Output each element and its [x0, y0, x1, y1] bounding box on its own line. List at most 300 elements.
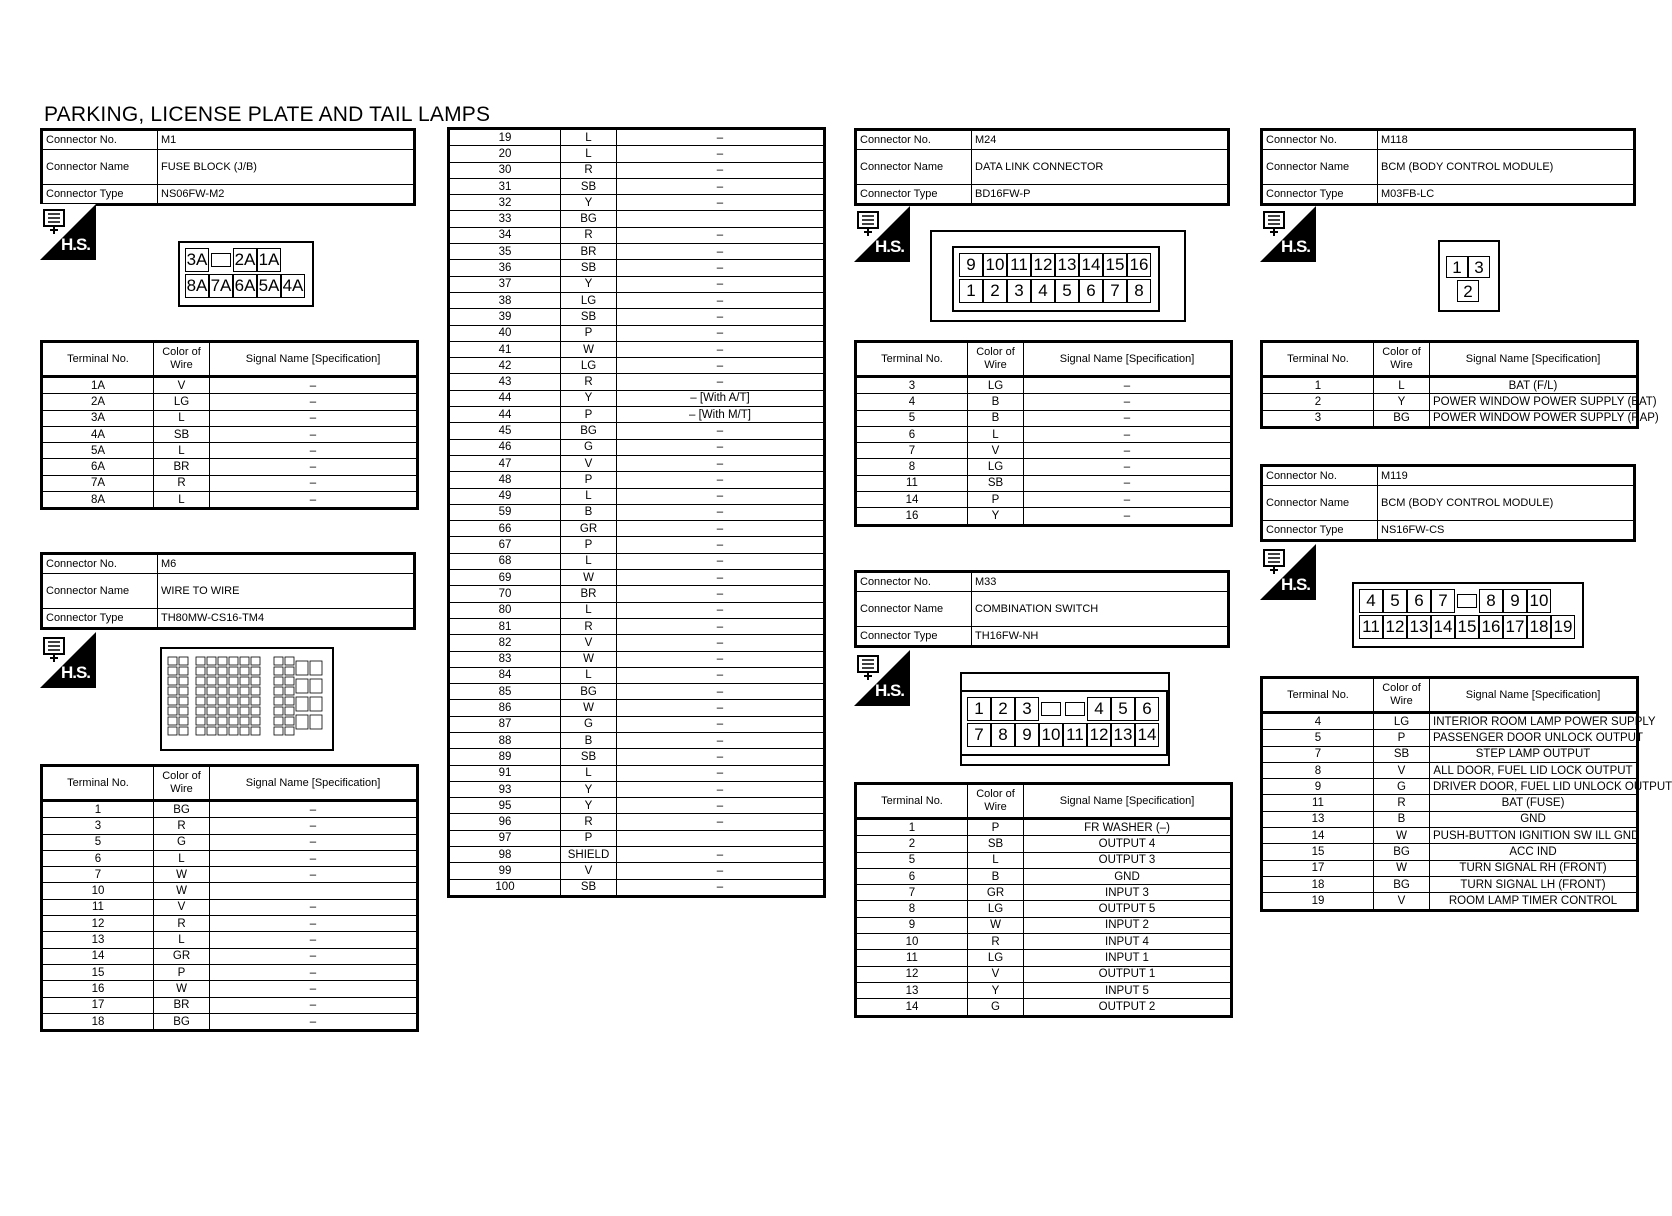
- table-row: [42, 834, 418, 850]
- signal-name: –: [617, 570, 825, 586]
- wire-color: L: [561, 667, 617, 683]
- connector-pin: 11: [1063, 723, 1087, 747]
- wire-color: V: [968, 443, 1024, 459]
- terminal-no-header: Terminal No.: [42, 766, 154, 801]
- info-row: [42, 609, 415, 629]
- table-row: [449, 358, 825, 374]
- terminal-no-header: Terminal No.: [42, 342, 154, 377]
- wire-color-header: Color of Wire: [154, 342, 210, 377]
- signal-name: –: [617, 178, 825, 194]
- terminal-no: 7: [42, 867, 154, 883]
- signal-name: –: [617, 602, 825, 618]
- signal-name: –: [617, 521, 825, 537]
- connector-pin: 16: [1127, 253, 1151, 277]
- terminal-no: 42: [449, 358, 561, 374]
- signal-name: OUTPUT 4: [1024, 836, 1232, 852]
- table-row: [856, 377, 1232, 394]
- connector-pin: 7: [1103, 279, 1127, 303]
- connector-key: [1063, 697, 1087, 721]
- wire-color: P: [968, 819, 1024, 836]
- terminal-no: 93: [449, 781, 561, 797]
- hs-label: H.S.: [60, 235, 90, 254]
- table-row: [449, 879, 825, 896]
- connector-pin: 7: [967, 723, 991, 747]
- wire-color: SB: [561, 749, 617, 765]
- wire-color: GR: [154, 948, 210, 964]
- terminal-no: 66: [449, 521, 561, 537]
- table-row: [42, 426, 418, 442]
- wire-color: SHIELD: [561, 847, 617, 863]
- signal-name: –: [1024, 426, 1232, 442]
- terminal-no: 2A: [42, 394, 154, 410]
- terminal-no: 14: [856, 492, 968, 508]
- table-row: [1262, 811, 1638, 827]
- terminal-no: 43: [449, 374, 561, 390]
- wire-color: P: [561, 830, 617, 846]
- terminal-no: 12: [856, 966, 968, 982]
- terminal-no: 6: [42, 850, 154, 866]
- wire-color: Y: [561, 798, 617, 814]
- connector-pin: 2A: [233, 248, 257, 272]
- connector-pin: 4: [1359, 589, 1383, 613]
- table-row: [449, 537, 825, 553]
- terminal-table: [854, 340, 1233, 527]
- table-row: [449, 863, 825, 879]
- connector-pin: 9: [1015, 723, 1039, 747]
- wire-color: L: [561, 129, 617, 146]
- wire-color: G: [154, 834, 210, 850]
- wire-color: BG: [154, 1013, 210, 1030]
- table-row: [1262, 730, 1638, 746]
- terminal-no: 17: [1262, 860, 1374, 876]
- signal-name: –: [617, 847, 825, 863]
- table-row: [449, 830, 825, 846]
- terminal-no: 4A: [42, 426, 154, 442]
- signal-name-header: Signal Name [Specification]: [1024, 342, 1232, 377]
- info-row: [856, 150, 1229, 185]
- table-row: [449, 195, 825, 211]
- signal-name: INPUT 5: [1024, 982, 1232, 998]
- connector-pin: 12: [1031, 253, 1055, 277]
- connector-pin: 7A: [209, 274, 233, 298]
- signal-name: –: [617, 244, 825, 260]
- table-row: [856, 901, 1232, 917]
- signal-name: –: [617, 798, 825, 814]
- signal-name: ALL DOOR, FUEL LID LOCK OUTPUT: [1430, 762, 1638, 778]
- terminal-no: 1A: [42, 377, 154, 394]
- table-row: [449, 700, 825, 716]
- signal-name: –: [210, 459, 418, 475]
- harness-side-icon: [1260, 544, 1316, 600]
- table-row: [449, 765, 825, 781]
- connector-pin: 9: [1503, 589, 1527, 613]
- connector-pin: 6: [1079, 279, 1103, 303]
- harness-side-icon: [1260, 206, 1316, 262]
- wire-color: SB: [968, 836, 1024, 852]
- terminal-no: 3: [42, 818, 154, 834]
- signal-name: OUTPUT 5: [1024, 901, 1232, 917]
- signal-name: TURN SIGNAL RH (FRONT): [1430, 860, 1638, 876]
- table-row: [1262, 860, 1638, 876]
- signal-name: – [With M/T]: [617, 407, 825, 423]
- info-value: M118: [1378, 130, 1635, 150]
- connector-pin: 14: [1079, 253, 1103, 277]
- wire-color: L: [561, 553, 617, 569]
- wire-color: L: [968, 426, 1024, 442]
- table-row: [42, 492, 418, 509]
- signal-name: –: [617, 488, 825, 504]
- wire-color: B: [1374, 811, 1430, 827]
- connector-pin: 3: [1468, 256, 1490, 278]
- wire-color: P: [968, 492, 1024, 508]
- terminal-no: 1: [1262, 377, 1374, 394]
- wire-color: Y: [968, 508, 1024, 525]
- table-row: [449, 488, 825, 504]
- signal-name: [617, 830, 825, 846]
- table-row: [1262, 876, 1638, 892]
- terminal-no: 31: [449, 178, 561, 194]
- signal-name: –: [210, 394, 418, 410]
- wire-color: P: [154, 964, 210, 980]
- wire-color: Y: [561, 195, 617, 211]
- info-row: [42, 150, 415, 185]
- signal-name: –: [617, 129, 825, 146]
- signal-name: –: [617, 814, 825, 830]
- info-row: [1262, 130, 1635, 150]
- wire-color: R: [154, 475, 210, 491]
- terminal-no: 39: [449, 309, 561, 325]
- table-row: [449, 276, 825, 292]
- terminal-table: [1260, 340, 1659, 429]
- terminal-no: 68: [449, 553, 561, 569]
- wire-color: LG: [154, 394, 210, 410]
- table-row: [449, 667, 825, 683]
- wire-color: Y: [1374, 394, 1430, 410]
- signal-name: –: [1024, 377, 1232, 394]
- wire-color: GR: [561, 521, 617, 537]
- terminal-no: 13: [856, 982, 968, 998]
- info-value: DATA LINK CONNECTOR: [972, 150, 1229, 185]
- terminal-no: 95: [449, 798, 561, 814]
- table-row: [1262, 893, 1638, 910]
- signal-name-header: Signal Name [Specification]: [1430, 678, 1638, 713]
- signal-name: –: [210, 916, 418, 932]
- terminal-no: 7: [856, 443, 968, 459]
- terminal-no: 33: [449, 211, 561, 227]
- signal-name: [210, 883, 418, 899]
- connector-pin: 5: [1383, 589, 1407, 613]
- wire-color: L: [561, 488, 617, 504]
- info-value: M24: [972, 130, 1229, 150]
- terminal-no: 5: [856, 852, 968, 868]
- wire-color: LG: [968, 459, 1024, 475]
- signal-name: –: [617, 358, 825, 374]
- table-row: [449, 781, 825, 797]
- table-row: [1262, 746, 1638, 762]
- terminal-no: 80: [449, 602, 561, 618]
- connector-pin: 8: [1479, 589, 1503, 613]
- connector-pin: 5: [1055, 279, 1079, 303]
- table-row: [449, 798, 825, 814]
- terminal-no: 89: [449, 749, 561, 765]
- signal-name: –: [210, 850, 418, 866]
- terminal-no: 45: [449, 423, 561, 439]
- connector-pin: 7: [1431, 589, 1455, 613]
- signal-name: –: [210, 867, 418, 883]
- terminal-no: 69: [449, 570, 561, 586]
- table-row: [856, 819, 1232, 836]
- terminal-table: [447, 127, 826, 898]
- info-label: Connector Type: [856, 627, 972, 647]
- connector-key: [209, 248, 233, 272]
- terminal-table: [40, 340, 419, 510]
- terminal-no: 46: [449, 439, 561, 455]
- table-row: [42, 377, 418, 394]
- terminal-no: 5A: [42, 443, 154, 459]
- wire-color: LG: [968, 901, 1024, 917]
- signal-name: –: [1024, 492, 1232, 508]
- info-label: Connector No.: [42, 554, 158, 574]
- connector-pin: 1: [1446, 256, 1468, 278]
- signal-name: STEP LAMP OUTPUT: [1430, 746, 1638, 762]
- connector-pin: 14: [1135, 723, 1159, 747]
- wire-color: V: [1374, 762, 1430, 778]
- page-title: PARKING, LICENSE PLATE AND TAIL LAMPS: [44, 103, 491, 126]
- terminal-no: 87: [449, 716, 561, 732]
- wire-color: L: [154, 410, 210, 426]
- connector-info-table: [854, 128, 1230, 206]
- table-row: [42, 932, 418, 948]
- wire-color: SB: [154, 426, 210, 442]
- terminal-no: 19: [1262, 893, 1374, 910]
- signal-name: GND: [1024, 868, 1232, 884]
- info-label: Connector Name: [856, 592, 972, 627]
- table-row: [856, 426, 1232, 442]
- connector-pin: 2: [1457, 280, 1479, 302]
- terminal-no: 37: [449, 276, 561, 292]
- signal-name: –: [210, 1013, 418, 1030]
- connector-pin: 10: [1039, 723, 1063, 747]
- terminal-no: 6: [856, 426, 968, 442]
- connector-pin: 1A: [257, 248, 281, 272]
- signal-name: INPUT 1: [1024, 950, 1232, 966]
- connector-pin: 12: [1087, 723, 1111, 747]
- wire-color-header: Color of Wire: [1374, 342, 1430, 377]
- connector-pin: 3: [1007, 279, 1031, 303]
- wire-color: B: [561, 732, 617, 748]
- terminal-no: 40: [449, 325, 561, 341]
- signal-name: –: [210, 443, 418, 459]
- connector-pin: 1: [959, 279, 983, 303]
- wire-color: R: [561, 162, 617, 178]
- signal-name: –: [1024, 394, 1232, 410]
- signal-name: –: [617, 455, 825, 471]
- terminal-no-header: Terminal No.: [856, 342, 968, 377]
- terminal-no: 30: [449, 162, 561, 178]
- terminal-no: 7A: [42, 475, 154, 491]
- terminal-no: 15: [1262, 844, 1374, 860]
- terminal-no: 91: [449, 765, 561, 781]
- signal-name: INPUT 3: [1024, 885, 1232, 901]
- info-value: WIRE TO WIRE: [158, 574, 415, 609]
- connector-key: [1455, 589, 1479, 613]
- info-label: Connector Type: [42, 609, 158, 629]
- terminal-no: 85: [449, 684, 561, 700]
- terminal-no: 82: [449, 635, 561, 651]
- table-row: [42, 1013, 418, 1030]
- terminal-no: 14: [856, 999, 968, 1016]
- signal-name: –: [210, 997, 418, 1013]
- signal-name: BAT (F/L): [1430, 377, 1638, 394]
- hs-label: H.S.: [874, 681, 904, 700]
- table-row: [449, 309, 825, 325]
- terminal-table: [854, 782, 1233, 1018]
- wire-color: V: [561, 863, 617, 879]
- terminal-no: 9: [1262, 779, 1374, 795]
- signal-name: ROOM LAMP TIMER CONTROL: [1430, 893, 1638, 910]
- signal-name: OUTPUT 3: [1024, 852, 1232, 868]
- wire-color: R: [561, 227, 617, 243]
- signal-name: – [With A/T]: [617, 390, 825, 406]
- table-row: [856, 852, 1232, 868]
- table-row: [449, 635, 825, 651]
- signal-name-header: Signal Name [Specification]: [210, 766, 418, 801]
- wire-color: B: [968, 394, 1024, 410]
- table-row: [42, 964, 418, 980]
- wire-color: SB: [561, 879, 617, 896]
- info-value: TH16FW-NH: [972, 627, 1229, 647]
- connector-pin: 19: [1551, 615, 1575, 639]
- connector-pin: 4: [1031, 279, 1055, 303]
- terminal-no: 20: [449, 146, 561, 162]
- wire-color: V: [154, 377, 210, 394]
- table-row: [42, 459, 418, 475]
- signal-name: OUTPUT 2: [1024, 999, 1232, 1016]
- table-row: [1262, 795, 1638, 811]
- table-row: [1262, 779, 1638, 795]
- signal-name: –: [1024, 508, 1232, 525]
- table-row: [449, 553, 825, 569]
- wire-color: G: [561, 716, 617, 732]
- terminal-no: 8A: [42, 492, 154, 509]
- wire-color: P: [561, 407, 617, 423]
- terminal-no: 48: [449, 472, 561, 488]
- terminal-no: 44: [449, 390, 561, 406]
- table-row: [1262, 762, 1638, 778]
- harness-side-icon: [854, 206, 910, 262]
- signal-name: PUSH-BUTTON IGNITION SW ILL GND: [1430, 828, 1638, 844]
- signal-name: [617, 211, 825, 227]
- signal-name: –: [617, 309, 825, 325]
- wire-color: SB: [561, 260, 617, 276]
- signal-name: –: [617, 325, 825, 341]
- info-row: [42, 554, 415, 574]
- signal-name: –: [617, 374, 825, 390]
- signal-name: INPUT 2: [1024, 917, 1232, 933]
- table-row: [856, 459, 1232, 475]
- wire-color: R: [1374, 795, 1430, 811]
- wire-color: BG: [154, 801, 210, 818]
- terminal-no: 5: [1262, 730, 1374, 746]
- connector-pin: 6: [1407, 589, 1431, 613]
- info-value: M03FB-LC: [1378, 185, 1635, 205]
- terminal-no: 14: [42, 948, 154, 964]
- wire-color: V: [968, 966, 1024, 982]
- terminal-no: 4: [856, 394, 968, 410]
- signal-name-header: Signal Name [Specification]: [1024, 784, 1232, 819]
- terminal-no: 3: [1262, 410, 1374, 427]
- connector-pin: 10: [983, 253, 1007, 277]
- connector-pin: 16: [1479, 615, 1503, 639]
- table-row: [1262, 828, 1638, 844]
- info-value: M1: [158, 130, 415, 150]
- signal-name: –: [210, 964, 418, 980]
- table-row: [449, 716, 825, 732]
- table-row: [449, 341, 825, 357]
- signal-name: POWER WINDOW POWER SUPPLY (RAP): [1430, 410, 1638, 427]
- table-row: [856, 917, 1232, 933]
- info-value: M6: [158, 554, 415, 574]
- terminal-no: 32: [449, 195, 561, 211]
- table-row: [449, 521, 825, 537]
- signal-name: –: [1024, 443, 1232, 459]
- signal-name: –: [617, 292, 825, 308]
- wire-color-header: Color of Wire: [968, 342, 1024, 377]
- wire-color: L: [968, 852, 1024, 868]
- table-row: [449, 162, 825, 178]
- wire-color: LG: [561, 358, 617, 374]
- signal-name: –: [617, 537, 825, 553]
- info-value: M33: [972, 572, 1229, 592]
- info-label: Connector Name: [1262, 486, 1378, 521]
- wire-color: LG: [561, 292, 617, 308]
- info-label: Connector Type: [42, 185, 158, 205]
- info-row: [1262, 486, 1635, 521]
- connector-pin: 2: [983, 279, 1007, 303]
- table-row: [449, 749, 825, 765]
- terminal-no: 49: [449, 488, 561, 504]
- connector-key: [1039, 697, 1063, 721]
- info-value: NS06FW-M2: [158, 185, 415, 205]
- fuse-block-connector-diagram: [178, 241, 314, 307]
- wire-color: BG: [1374, 410, 1430, 427]
- signal-name: –: [617, 423, 825, 439]
- signal-name: –: [617, 716, 825, 732]
- wire-color: SB: [561, 309, 617, 325]
- connector-info-table: [854, 570, 1230, 648]
- terminal-header-row: [42, 766, 418, 801]
- info-label: Connector No.: [1262, 130, 1378, 150]
- terminal-no: 1: [856, 819, 968, 836]
- table-row: [449, 814, 825, 830]
- info-row: [42, 185, 415, 205]
- wire-color: LG: [968, 950, 1024, 966]
- signal-name: –: [617, 504, 825, 520]
- signal-name: DRIVER DOOR, FUEL LID UNLOCK OUTPUT: [1430, 779, 1638, 795]
- terminal-no: 84: [449, 667, 561, 683]
- table-row: [856, 394, 1232, 410]
- wire-color-header: Color of Wire: [154, 766, 210, 801]
- terminal-no: 18: [42, 1013, 154, 1030]
- info-row: [856, 185, 1229, 205]
- table-row: [42, 410, 418, 426]
- info-value: BCM (BODY CONTROL MODULE): [1378, 486, 1635, 521]
- table-row: [42, 850, 418, 866]
- signal-name: –: [210, 475, 418, 491]
- table-row: [449, 651, 825, 667]
- signal-name-header: Signal Name [Specification]: [210, 342, 418, 377]
- info-row: [42, 574, 415, 609]
